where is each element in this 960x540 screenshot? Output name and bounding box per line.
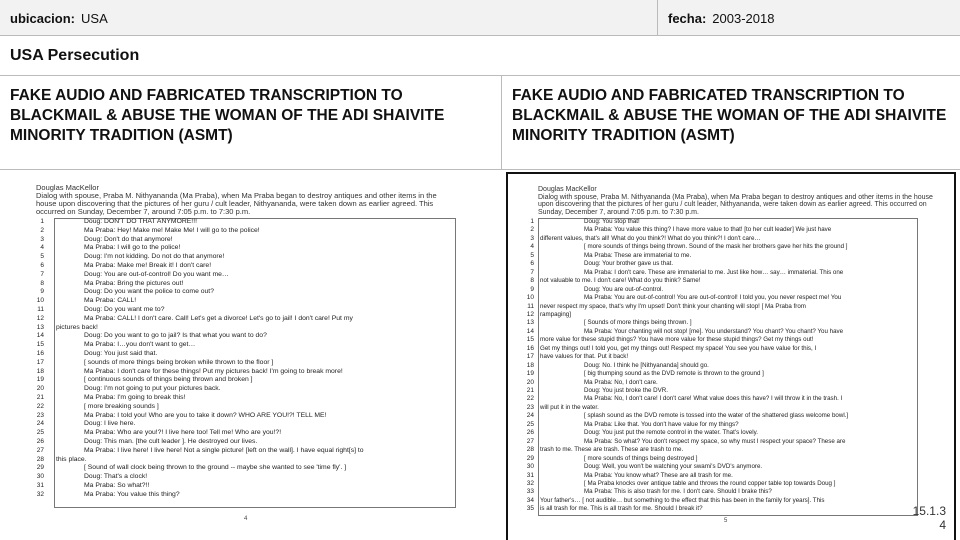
transcript-line: Ma Praba: I don't care for these things! Put my pictures back! I'm going to break more! bbox=[84, 367, 343, 375]
line-number: 10 bbox=[526, 294, 534, 302]
transcript-line: will put it in the water. bbox=[540, 403, 599, 411]
line-number: 12 bbox=[526, 310, 534, 318]
transcript-line: Ma Praba: CALL! I don't care. Call! Let's get a divorce! Let's go to jail! I don't care! Put my bbox=[84, 314, 353, 322]
line-number: 14 bbox=[526, 327, 534, 335]
line-number: 34 bbox=[526, 496, 534, 504]
line-number: 4 bbox=[40, 244, 44, 252]
line-number: 28 bbox=[526, 446, 534, 454]
line-number: 22 bbox=[526, 395, 534, 403]
transcript-line: Doug: This man. [the cult leader ]. He destroyed our lives. bbox=[84, 438, 258, 445]
transcript-line: Doug: DON'T DO THAT ANYMORE!!! bbox=[84, 218, 197, 225]
line-number: 30 bbox=[36, 473, 44, 481]
transcript-page-left bbox=[0, 172, 500, 540]
line-number: 4 bbox=[530, 243, 534, 251]
line-number: 23 bbox=[36, 411, 44, 419]
transcript-line: Doug: Don't do that anymore! bbox=[84, 235, 173, 243]
transcript-line: never respect my space, that's why I'm upset! Don't think your chanting will stop! [ Ma Praba from bbox=[540, 302, 806, 310]
transcript-line: Ma Praba: I'm going to break this! bbox=[84, 394, 186, 401]
transcript-line: Ma Praba: You value this thing? bbox=[84, 490, 180, 498]
transcript-line: Ma Praba: So what?!! bbox=[84, 482, 150, 489]
page-number-right: 5 bbox=[724, 518, 728, 524]
transcript-line: Doug: You just said that. bbox=[84, 350, 158, 357]
line-number: 13 bbox=[36, 323, 44, 331]
transcript-line: have values for that. Put it back! bbox=[540, 353, 629, 361]
transcript-line: [ more breaking sounds ] bbox=[84, 402, 159, 410]
line-number: 28 bbox=[36, 455, 44, 463]
line-number: 26 bbox=[526, 429, 534, 437]
transcript-line: trash to me. These are trash. These are trash to me. bbox=[540, 446, 684, 454]
line-number: 12 bbox=[36, 314, 44, 322]
transcript-line: Doug: I live here. bbox=[84, 420, 136, 428]
line-number: 35 bbox=[526, 505, 534, 513]
line-number: 31 bbox=[526, 471, 534, 479]
transcript-line: Ma Praba: Make me! Break it! I don't care! bbox=[84, 262, 212, 269]
line-number: 32 bbox=[36, 490, 44, 498]
line-number: 9 bbox=[40, 288, 44, 296]
transcript-line: not valuable to me. I don't care! What do you think? Same! bbox=[540, 277, 701, 285]
line-number: 23 bbox=[526, 403, 534, 411]
transcript-line: Ma Praba: So what? You don't respect my space, so why must I respect your space? These are bbox=[584, 437, 846, 445]
line-number: 3 bbox=[40, 235, 44, 243]
transcript-line: Ma Praba: This is also trash for me. I don't care. Should I brake this? bbox=[584, 488, 772, 496]
line-number: 1 bbox=[40, 218, 44, 225]
line-number: 29 bbox=[36, 464, 44, 472]
transcript-line: Doug: I'm not going to put your pictures back. bbox=[84, 385, 221, 393]
transcript-line: Ma Praba: Like that. You don't have value for my things? bbox=[584, 420, 739, 428]
line-number: 2 bbox=[530, 226, 534, 234]
line-number: 18 bbox=[526, 361, 534, 369]
line-number: 8 bbox=[40, 279, 44, 287]
transcript-line: Doug: Your brother gave us that. bbox=[584, 260, 674, 268]
transcript-line: Ma Praba: Your chanting will not stop! [me]. You understand? You chant? You chant? You have bbox=[584, 327, 844, 335]
transcript-line: Your father's… [ not audible… but something to the effect that this has been in the family for years]. This bbox=[540, 496, 825, 504]
line-number: 17 bbox=[526, 353, 534, 361]
line-number: 31 bbox=[36, 482, 44, 489]
transcript-page-right bbox=[506, 172, 956, 540]
ubicacion-value: USA bbox=[81, 10, 108, 26]
transcript-line: Ma Praba: I live here! I live here! Not a single picture! [left on the wall]. I have equal right[s] to bbox=[84, 446, 364, 454]
line-number: 15 bbox=[36, 341, 44, 349]
line-number: 25 bbox=[36, 429, 44, 437]
line-number: 6 bbox=[40, 262, 44, 269]
transcript-line: Ma Praba: I don't care. These are immaterial to me. Just like how… say… immaterial. This one bbox=[584, 268, 844, 276]
line-number: 7 bbox=[530, 268, 534, 276]
line-number: 8 bbox=[530, 277, 534, 285]
transcript-line: [ more sounds of things being destroyed ] bbox=[584, 454, 698, 462]
line-number: 26 bbox=[36, 438, 44, 445]
line-number: 6 bbox=[530, 260, 534, 268]
line-number: 11 bbox=[37, 306, 44, 313]
line-number: 27 bbox=[36, 446, 44, 454]
transcript-line: [ continuous sounds of things being thrown and broken ] bbox=[84, 376, 253, 384]
transcript-line: is all trash for me. This is all trash for me. Should I break it? bbox=[540, 505, 703, 513]
page-number-left: 4 bbox=[244, 516, 248, 522]
line-number: 1 bbox=[530, 218, 534, 225]
transcript-line: [ Sound of wall clock being thrown to the ground -- maybe she wanted to see 'time fly'. ] bbox=[84, 464, 347, 472]
transcript-line: Ma Praba: CALL! bbox=[84, 297, 137, 305]
header-bar bbox=[0, 0, 960, 36]
transcript-line: Doug: I'm not kidding. Do not do that anymore! bbox=[84, 253, 225, 261]
transcript-line: Ma Praba: You know what? These are all trash for me. bbox=[584, 471, 733, 479]
line-number: 29 bbox=[526, 454, 534, 462]
transcript-heading-right: Douglas MacKellor Dialog with spouse, Praba M. Nithyananda (Ma Praba), when Ma Praba began to destroy antiques and other items in the house upon discovering that the pictures of her guru / cult leader, Nithyananda, were taken down as earlier agreed. This occurred on Sunday, December 7, around 7:05 p.m. to 7:30 p.m. bbox=[538, 186, 933, 216]
line-number: 16 bbox=[36, 350, 44, 357]
line-number: 19 bbox=[36, 376, 44, 384]
transcript-line: Ma Praba: You are out-of-control! You are out-of-control! I told you, you never respect me! You bbox=[584, 294, 842, 302]
line-number: 15 bbox=[526, 336, 534, 344]
transcript-line: Ma Praba: I…you don't want to get… bbox=[84, 341, 196, 349]
line-number: 18 bbox=[36, 367, 44, 375]
transcript-line: more value for these stupid things? You have more value for these stupid things? Get my things out! bbox=[540, 336, 814, 344]
line-number: 5 bbox=[40, 253, 44, 261]
line-number: 9 bbox=[530, 285, 534, 293]
transcript-line: pictures back! bbox=[56, 323, 98, 331]
line-number: 3 bbox=[530, 234, 534, 242]
transcript-line: Doug: Do you want me to? bbox=[84, 306, 165, 313]
transcript-line: Ma Praba: No, I don't care. bbox=[584, 378, 658, 386]
line-number: 20 bbox=[36, 385, 44, 393]
left-title: FAKE AUDIO AND FABRICATED TRANSCRIPTION TO BLACKMAIL & ABUSE THE WOMAN OF THE ADI SHAIVITE MINORITY TRADITION (ASMT) bbox=[0, 76, 502, 170]
transcript-line: Ma Praba: I will go to the police! bbox=[84, 244, 181, 252]
transcript-line: Doug: You stop that! bbox=[584, 218, 640, 225]
line-number: 32 bbox=[526, 479, 534, 487]
line-number: 19 bbox=[526, 370, 534, 378]
transcript-line: Doug: Do you want the police to come out? bbox=[84, 288, 214, 296]
transcript-line: [ Ma Praba knocks over antique table and throws the round copper table top towards Doug ] bbox=[584, 479, 836, 487]
transcript-line: Ma Praba: Bring the pictures out! bbox=[84, 279, 184, 287]
line-number: 33 bbox=[526, 488, 534, 496]
line-number: 21 bbox=[526, 387, 534, 394]
line-number: 24 bbox=[36, 420, 44, 428]
line-number: 20 bbox=[526, 378, 534, 386]
fecha-label: fecha: bbox=[668, 10, 707, 26]
fecha-value: 2003-2018 bbox=[712, 10, 775, 26]
line-number: 5 bbox=[530, 251, 534, 259]
line-number: 22 bbox=[36, 402, 44, 410]
transcript-line: this place. bbox=[56, 455, 87, 463]
fecha-cell bbox=[658, 0, 960, 36]
ubicacion-cell bbox=[0, 0, 658, 36]
titles-row bbox=[0, 76, 960, 170]
transcript-line: Doug: Do you want to go to jail? Is that what you want to do? bbox=[84, 332, 267, 340]
transcript-line: Doug: Well, you won't be watching your swami's DVD's anymore. bbox=[584, 463, 763, 471]
transcript-line: [ more sounds of things being thrown. Sound of the mask her brothers gave her hits the ground ] bbox=[584, 243, 848, 251]
section-subtitle: USA Persecution bbox=[0, 36, 960, 76]
transcript-line: Doug: You are out-of-control. bbox=[584, 285, 664, 293]
right-title: FAKE AUDIO AND FABRICATED TRANSCRIPTION TO BLACKMAIL & ABUSE THE WOMAN OF THE ADI SHAIVITE MINORITY TRADITION (ASMT) bbox=[512, 87, 947, 144]
transcript-line: rampaging] bbox=[540, 310, 571, 318]
transcript-line: Ma Praba: These are immaterial to me. bbox=[584, 251, 692, 259]
line-number: 13 bbox=[526, 319, 534, 327]
transcript-line: different values, that's all! What do you think?! What do you think?! I don't care… bbox=[540, 234, 761, 242]
transcript-heading-left: Douglas MacKellor Dialog with spouse, Praba M. Nithyananda (Ma Praba), when Ma Praba began to destroy antiques and other items in the house upon discovering that the pictures of her guru / cult leader, Nithyananda, were taken down as earlier agreed. This occurred on Sunday, December 7, around 7:05 p.m. to 7:30 p.m. bbox=[36, 183, 437, 216]
transcript-line: [ splash sound as the DVD remote is tossed into the water of the shattered glass welcome bowl.] bbox=[584, 412, 849, 420]
line-number: 7 bbox=[40, 270, 44, 278]
transcript-line: [ Sounds of more things being thrown. ] bbox=[584, 319, 692, 327]
transcript-line: [ big thumping sound as the DVD remote is thrown to the ground ] bbox=[584, 370, 764, 378]
line-number: 2 bbox=[40, 226, 44, 234]
transcript-line: Ma Praba: No, I don't care! I don't care! What value does this have? I will throw it in the trash. I bbox=[584, 395, 843, 403]
line-number: 16 bbox=[526, 344, 534, 352]
transcript-line: Ma Praba: Hey! Make me! Make Me! I will go to the police! bbox=[84, 226, 260, 234]
transcript-line: Doug: No. I think he [Nithyananda] should go. bbox=[584, 361, 709, 369]
transcript-line: Doug: You just put the remote control in the water. That's lovely. bbox=[584, 429, 758, 437]
line-number: 11 bbox=[527, 302, 534, 310]
line-number: 17 bbox=[36, 358, 44, 366]
line-number: 21 bbox=[36, 394, 44, 401]
transcript-line: Doug: You just broke the DVR. bbox=[584, 387, 668, 394]
transcript-line: Doug: You are out-of-control! Do you want me… bbox=[84, 270, 229, 278]
slide-number: 15.1.3 4 bbox=[912, 504, 946, 532]
line-number: 14 bbox=[36, 332, 44, 340]
transcript-line: Get my things out! I told you, get my things out! Respect my space! You see you have value for this, I bbox=[540, 344, 817, 352]
line-number: 27 bbox=[526, 437, 534, 445]
line-number: 30 bbox=[526, 463, 534, 471]
transcript-line: Ma Praba: You value this thing? I have more value to that! [to her cult leader] We just have bbox=[584, 226, 832, 234]
line-number: 24 bbox=[526, 412, 534, 420]
line-number: 10 bbox=[36, 297, 44, 305]
line-number: 25 bbox=[526, 420, 534, 428]
transcript-line: Ma Praba: Who are you!?! I live here too! Tell me! Who are you!?! bbox=[84, 429, 282, 437]
transcript-line: Doug: That's a clock! bbox=[84, 473, 148, 481]
ubicacion-label: ubicacion: bbox=[10, 10, 76, 26]
transcript-line: Ma Praba: I told you! Who are you to take it down? WHO ARE YOU!?! TELL ME! bbox=[84, 411, 327, 419]
transcript-line: [ sounds of more things being broken while thrown to the floor ] bbox=[84, 358, 274, 366]
